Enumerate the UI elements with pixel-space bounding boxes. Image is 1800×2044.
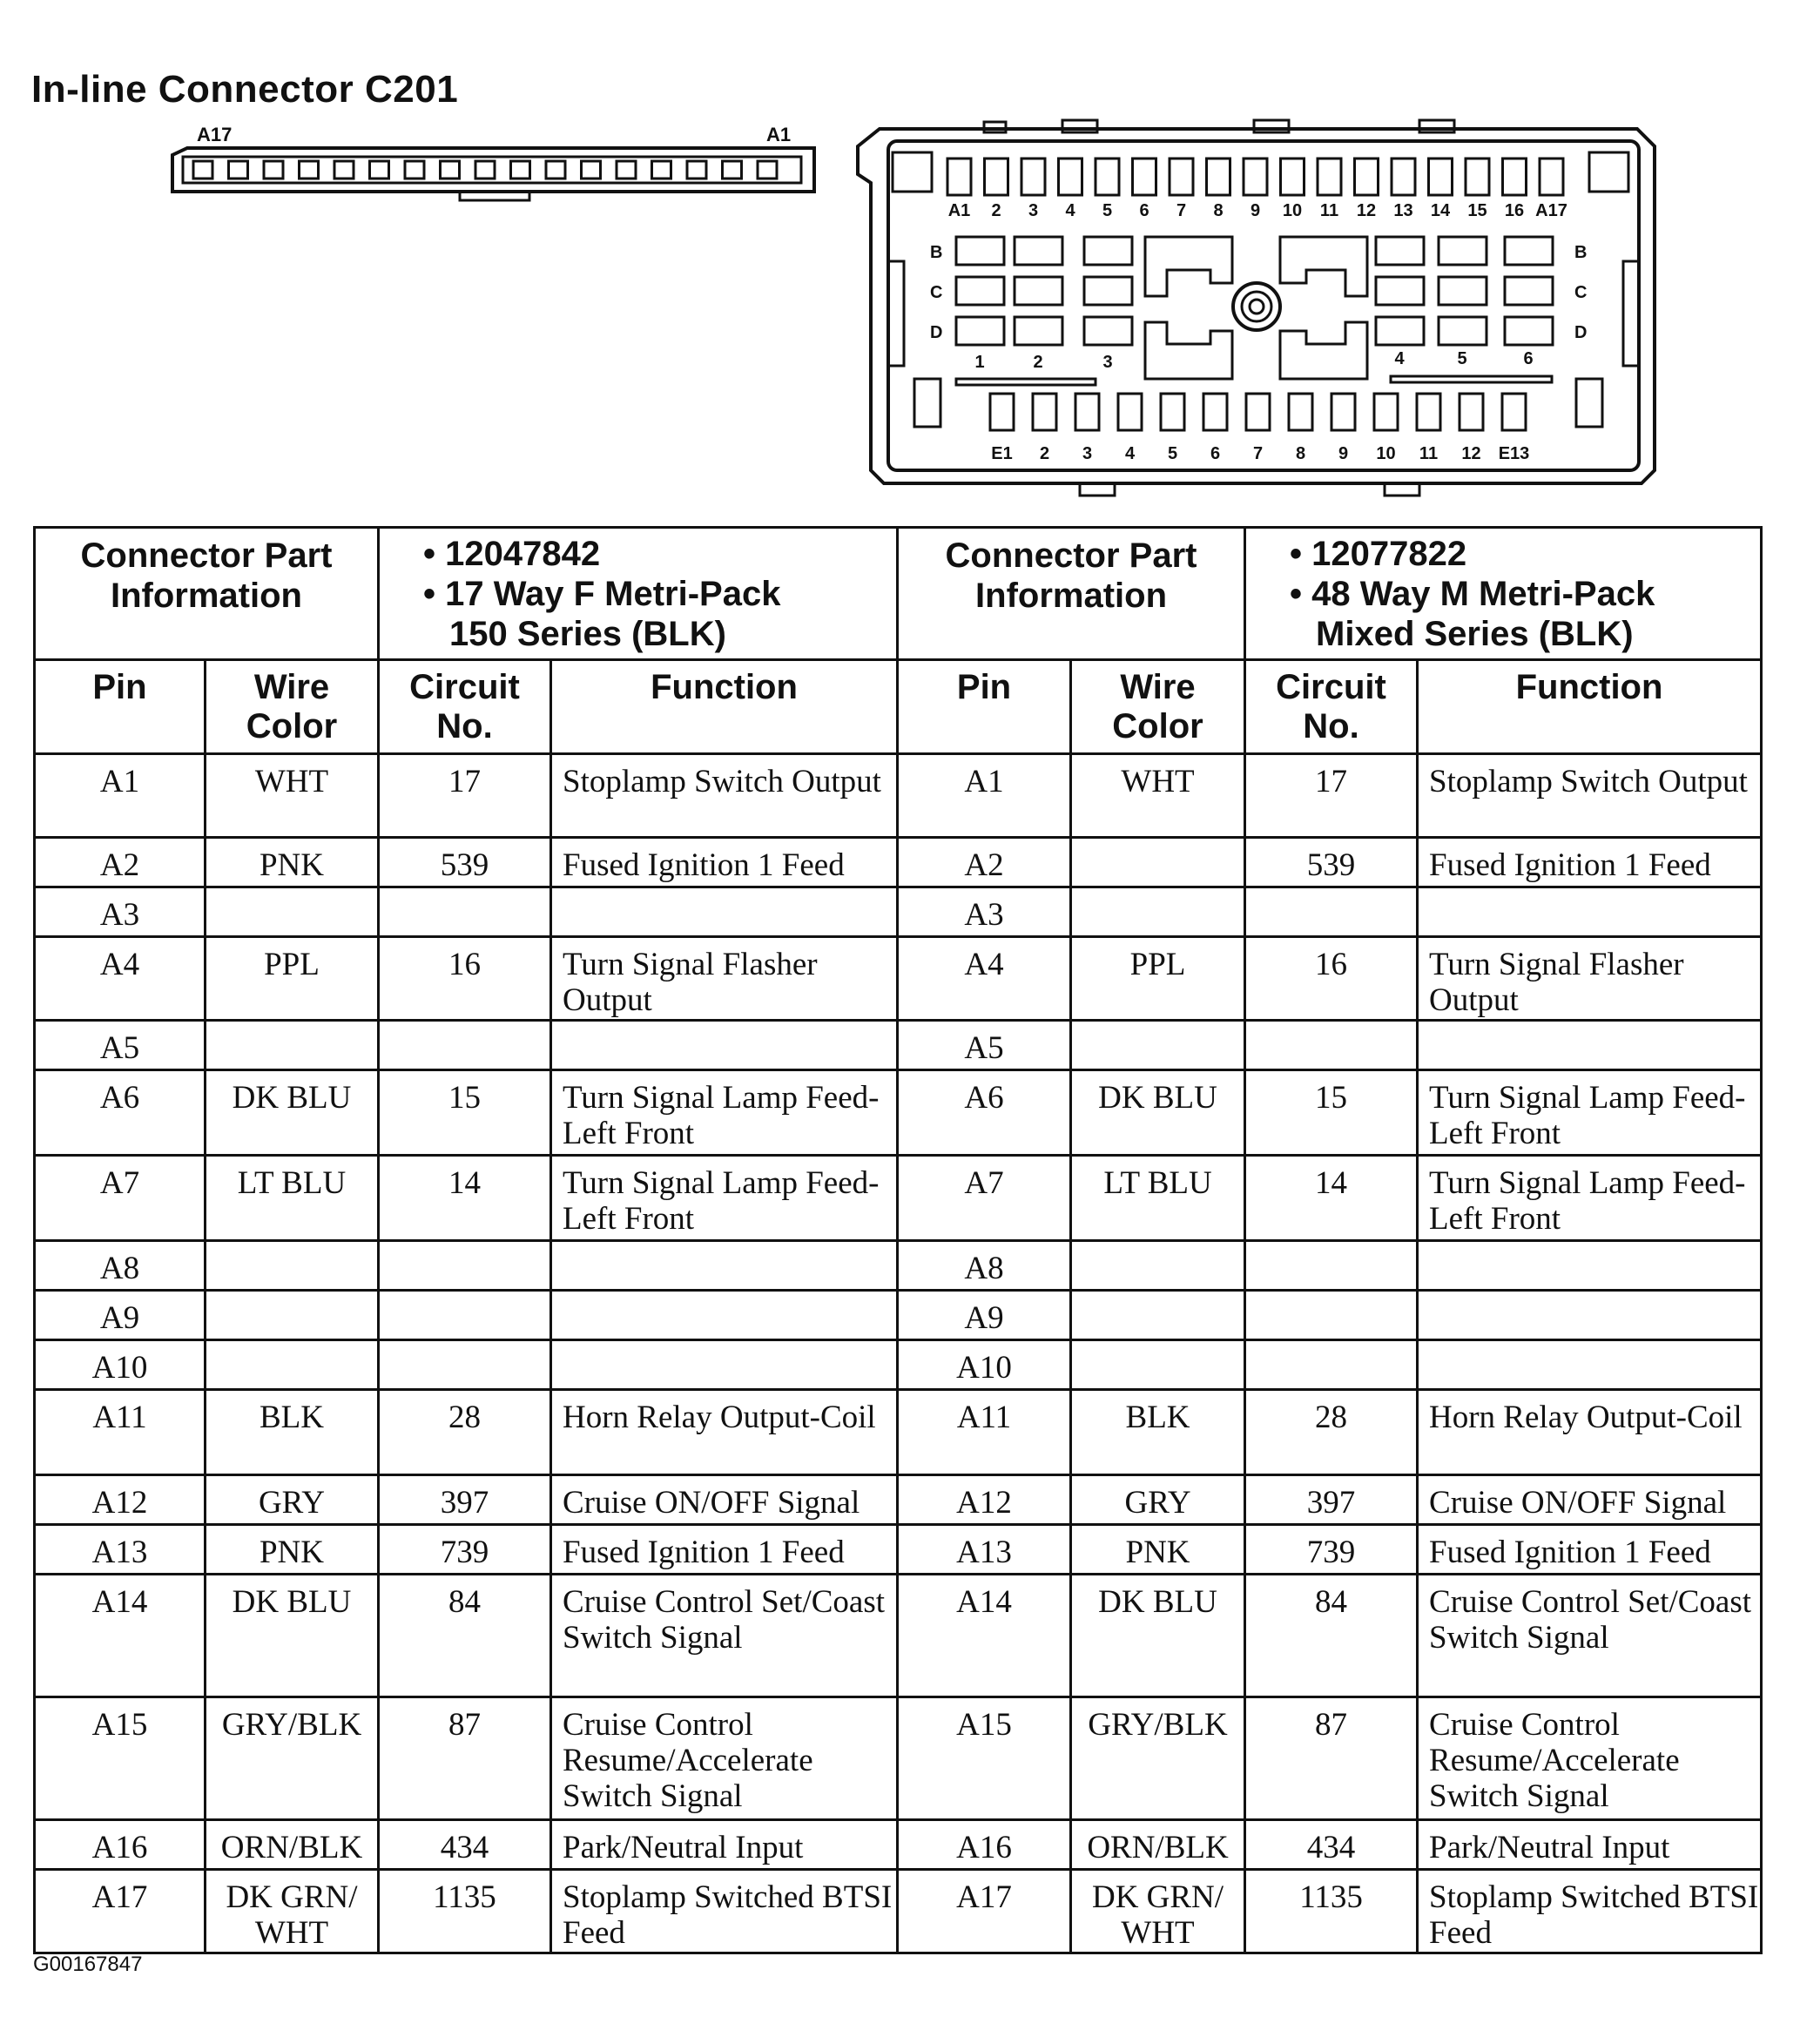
cell-pin: A16 [898, 1820, 1071, 1870]
cell-function: Park/Neutral Input [1418, 1820, 1762, 1870]
group-number: 1 [974, 353, 985, 372]
cell-pin: A3 [35, 887, 206, 937]
small-connector-pin [370, 161, 389, 179]
cell-function: Fused Ignition 1 Feed [1418, 1525, 1762, 1575]
cell-circuit-no: 15 [379, 1070, 551, 1156]
a-row-cavity [1021, 159, 1045, 195]
cell-pin: A16 [35, 1820, 206, 1870]
e-row-label: 4 [1124, 444, 1136, 463]
cell-wire-color [1071, 887, 1245, 937]
table-row [35, 1241, 1762, 1291]
cavity [1439, 237, 1487, 265]
part-info-label-right: Connector Part Information [898, 528, 1245, 660]
cell-circuit-no: 1135 [1245, 1870, 1418, 1953]
cell-wire-color: ORN/BLK [206, 1820, 379, 1870]
cell-function [1418, 1021, 1762, 1070]
a-row-cavity [1059, 159, 1082, 195]
cell-function: Park/Neutral Input [551, 1820, 898, 1870]
table-row [35, 1070, 1762, 1156]
cell-circuit-no [1245, 1291, 1418, 1340]
small-connector-pin [475, 161, 495, 179]
cell-function [1418, 887, 1762, 937]
a-row-cavity [1429, 159, 1453, 195]
cell-function: Turn Signal Flasher Output [1418, 937, 1762, 1021]
cell-circuit-no: 14 [379, 1156, 551, 1241]
table-row [35, 1021, 1762, 1070]
row-letter-right: D [1574, 323, 1588, 342]
small-connector-pin [723, 161, 742, 179]
small-connector-pin [264, 161, 283, 179]
cell-wire-color: DK BLU [206, 1070, 379, 1156]
part-number-left: • 12047842 [423, 535, 601, 573]
col-header-pin: Pin [898, 660, 1071, 754]
table-row [35, 937, 1762, 1021]
cell-circuit-no: 84 [379, 1575, 551, 1697]
cell-wire-color: DK BLU [1071, 1070, 1245, 1156]
cavity [1084, 277, 1132, 305]
cavity [1505, 317, 1553, 345]
cell-wire-color: WHT [206, 754, 379, 838]
cell-pin: A9 [35, 1291, 206, 1340]
cell-function: Turn Signal Lamp Feed-Left Front [1418, 1156, 1762, 1241]
a-row-label: 3 [1028, 201, 1039, 220]
table-row [35, 838, 1762, 887]
e-row-cavity [1118, 394, 1142, 430]
group-number: 5 [1457, 349, 1467, 368]
small-connector-pin [617, 161, 636, 179]
cell-circuit-no: 434 [1245, 1820, 1418, 1870]
a-row-label: 4 [1065, 201, 1075, 220]
cell-wire-color: DK GRN/ WHT [1071, 1870, 1245, 1953]
cell-wire-color: DK BLU [1071, 1575, 1245, 1697]
cell-pin: A4 [35, 937, 206, 1021]
cell-function: Cruise Control Set/Coast Switch Signal [551, 1575, 898, 1697]
cell-function: Fused Ignition 1 Feed [551, 1525, 898, 1575]
col-header-circuit-no: Circuit No. [379, 660, 551, 754]
a-row-cavity [1318, 159, 1341, 195]
cell-function [551, 1291, 898, 1340]
a-row-label: 10 [1282, 201, 1303, 220]
table-row [35, 1820, 1762, 1870]
table-row [35, 1390, 1762, 1475]
part-type-right: • 48 Way M Metri-Pack [1290, 575, 1655, 613]
small-connector-pin [193, 161, 212, 179]
e-row-cavity [1417, 394, 1440, 430]
a-row-cavity [1392, 159, 1415, 195]
table-row [35, 1475, 1762, 1525]
cavity [1084, 317, 1132, 345]
cell-function: Fused Ignition 1 Feed [551, 838, 898, 887]
a-row-label: 15 [1467, 201, 1487, 220]
col-header-function: Function [1418, 660, 1762, 754]
cell-wire-color [206, 1340, 379, 1390]
cell-pin: A17 [35, 1870, 206, 1953]
row-letter-right: C [1574, 283, 1588, 302]
cell-function [551, 1241, 898, 1291]
cavity [956, 317, 1004, 345]
group-number: 4 [1394, 349, 1405, 368]
cell-wire-color: WHT [1071, 754, 1245, 838]
cell-pin: A8 [35, 1241, 206, 1291]
cavity [1015, 237, 1062, 265]
cell-circuit-no: 28 [1245, 1390, 1418, 1475]
cell-wire-color [1071, 838, 1245, 887]
table-row [35, 1340, 1762, 1390]
cell-wire-color: GRY/BLK [1071, 1697, 1245, 1820]
cell-function [1418, 1291, 1762, 1340]
cavity [956, 277, 1004, 305]
a-row-label: 16 [1504, 201, 1525, 220]
cell-circuit-no: 16 [379, 937, 551, 1021]
cell-pin: A2 [35, 838, 206, 887]
a-row-cavity [1355, 159, 1379, 195]
row-letter-right: B [1574, 243, 1588, 262]
cell-wire-color: BLK [1071, 1390, 1245, 1475]
a-row-label: 9 [1250, 201, 1261, 220]
a-row-cavity [1244, 159, 1267, 195]
cell-function: Turn Signal Lamp Feed-Left Front [551, 1070, 898, 1156]
table-row [35, 754, 1762, 838]
a-row-cavity [1281, 159, 1304, 195]
figure-id: G00167847 [33, 1953, 143, 1976]
e-row-label: 11 [1419, 444, 1439, 463]
e-row-cavity [1161, 394, 1184, 430]
cell-circuit-no: 397 [1245, 1475, 1418, 1525]
row-letter-left: C [930, 283, 943, 302]
e-row-cavity [1033, 394, 1056, 430]
cavity [1376, 277, 1424, 305]
a-row-label: 14 [1430, 201, 1451, 220]
cell-pin: A4 [898, 937, 1071, 1021]
cell-circuit-no: 84 [1245, 1575, 1418, 1697]
small-connector-pin [229, 161, 248, 179]
a-row-cavity [1170, 159, 1193, 195]
inline-connector-small [172, 124, 814, 200]
cell-function: Horn Relay Output-Coil [1418, 1390, 1762, 1475]
cell-pin: A17 [898, 1870, 1071, 1953]
cell-circuit-no [1245, 1340, 1418, 1390]
col-header-wire-color: Wire Color [206, 660, 379, 754]
cell-function [551, 887, 898, 937]
cavity [1015, 317, 1062, 345]
cell-circuit-no: 16 [1245, 937, 1418, 1021]
connector-table [33, 526, 1763, 1954]
cell-pin: A7 [898, 1156, 1071, 1241]
e-row-label: 6 [1210, 444, 1221, 463]
e-row-label: 3 [1082, 444, 1093, 463]
cell-circuit-no: 397 [379, 1475, 551, 1525]
e-row-cavity [990, 394, 1014, 430]
table-row [35, 1291, 1762, 1340]
cell-pin: A5 [35, 1021, 206, 1070]
cavity [1084, 237, 1132, 265]
cell-pin: A13 [898, 1525, 1071, 1575]
a-row-label: 8 [1213, 201, 1224, 220]
cell-circuit-no [379, 887, 551, 937]
a-row-label: 2 [991, 201, 1001, 220]
cell-wire-color: GRY [1071, 1475, 1245, 1525]
cell-circuit-no: 17 [1245, 754, 1418, 838]
cell-wire-color [1071, 1021, 1245, 1070]
page-title: In-line Connector C201 [31, 68, 459, 111]
a-row-label: 13 [1393, 201, 1413, 220]
cell-wire-color: PPL [206, 937, 379, 1021]
part-type-left: • 17 Way F Metri-Pack [423, 575, 781, 613]
cell-circuit-no: 739 [1245, 1525, 1418, 1575]
cell-circuit-no: 87 [1245, 1697, 1418, 1820]
cell-circuit-no: 739 [379, 1525, 551, 1575]
a-row-cavity [985, 159, 1008, 195]
cavity [1376, 237, 1424, 265]
part-info-row [35, 528, 1762, 660]
cavity [1439, 317, 1487, 345]
cell-circuit-no [1245, 1021, 1418, 1070]
a-row-label: 11 [1319, 201, 1339, 220]
cell-pin: A1 [35, 754, 206, 838]
cell-wire-color: LT BLU [206, 1156, 379, 1241]
cell-circuit-no [379, 1340, 551, 1390]
cell-wire-color: ORN/BLK [1071, 1820, 1245, 1870]
cell-circuit-no [379, 1021, 551, 1070]
cell-circuit-no: 87 [379, 1697, 551, 1820]
a-row-cavity [1466, 159, 1489, 195]
cell-wire-color: DK BLU [206, 1575, 379, 1697]
cell-wire-color [206, 1021, 379, 1070]
cavity [1505, 237, 1553, 265]
cell-function: Cruise Control Resume/Accelerate Switch Signal [1418, 1697, 1762, 1820]
cell-pin: A14 [35, 1575, 206, 1697]
row-letter-left: D [930, 323, 943, 342]
cavity [1015, 277, 1062, 305]
cell-function: Turn Signal Flasher Output [551, 937, 898, 1021]
cell-wire-color: GRY [206, 1475, 379, 1525]
a-row-cavity [1096, 159, 1119, 195]
table-row [35, 1156, 1762, 1241]
cell-circuit-no: 28 [379, 1390, 551, 1475]
cell-pin: A11 [35, 1390, 206, 1475]
a-row-cavities [947, 159, 1567, 220]
part-series-right: Mixed Series (BLK) [1316, 615, 1634, 653]
cell-circuit-no: 539 [1245, 838, 1418, 887]
col-header-wire-color: Wire Color [1071, 660, 1245, 754]
cell-wire-color: PNK [1071, 1525, 1245, 1575]
e-row-cavity [1460, 394, 1483, 430]
cell-pin: A6 [35, 1070, 206, 1156]
cell-function: Cruise Control Resume/Accelerate Switch Signal [551, 1697, 898, 1820]
a-row-cavity [1207, 159, 1230, 195]
cell-circuit-no: 1135 [379, 1870, 551, 1953]
e-row-label: 5 [1167, 444, 1178, 463]
small-connector-pin [546, 161, 565, 179]
cell-function: Fused Ignition 1 Feed [1418, 838, 1762, 887]
cell-pin: A8 [898, 1241, 1071, 1291]
cell-function: Stoplamp Switched BTSI Feed [1418, 1870, 1762, 1953]
cell-wire-color: PNK [206, 1525, 379, 1575]
group-number: 2 [1033, 353, 1043, 372]
e-row-cavity [1374, 394, 1398, 430]
e-row-cavity [1502, 394, 1526, 430]
cell-function: Stoplamp Switch Output [551, 754, 898, 838]
cell-pin: A13 [35, 1525, 206, 1575]
col-header-circuit-no: Circuit No. [1245, 660, 1418, 754]
cell-function [551, 1340, 898, 1390]
col-header-function: Function [551, 660, 898, 754]
small-connector-left-label: A17 [197, 124, 233, 145]
a-row-cavity [1503, 159, 1527, 195]
part-info-left [379, 528, 898, 660]
cell-wire-color [206, 887, 379, 937]
cell-function: Turn Signal Lamp Feed-Left Front [551, 1156, 898, 1241]
cell-function [1418, 1241, 1762, 1291]
e-row-label: 12 [1461, 444, 1481, 463]
group-number: 3 [1102, 353, 1113, 372]
a-row-label: 6 [1139, 201, 1149, 220]
e-row-cavity [1075, 394, 1099, 430]
e-row-label: 7 [1252, 444, 1264, 463]
cell-wire-color: GRY/BLK [206, 1697, 379, 1820]
small-connector-pin [687, 161, 706, 179]
cell-circuit-no: 434 [379, 1820, 551, 1870]
cell-circuit-no: 17 [379, 754, 551, 838]
column-header-row [35, 660, 1762, 754]
cell-circuit-no [1245, 887, 1418, 937]
bcd-cavities [930, 237, 1587, 372]
e-row-cavities [990, 394, 1529, 463]
cell-circuit-no [379, 1241, 551, 1291]
cell-wire-color: LT BLU [1071, 1156, 1245, 1241]
cavity [1439, 277, 1487, 305]
cell-wire-color: DK GRN/ WHT [206, 1870, 379, 1953]
cell-wire-color: PPL [1071, 937, 1245, 1021]
cavity [956, 237, 1004, 265]
e-row-label: 10 [1376, 444, 1396, 463]
cell-pin: A7 [35, 1156, 206, 1241]
e-row-label: 2 [1039, 444, 1050, 463]
e-row-cavity [1331, 394, 1355, 430]
small-connector-pin [511, 161, 530, 179]
cell-pin: A1 [898, 754, 1071, 838]
cell-function: Stoplamp Switched BTSI Feed [551, 1870, 898, 1953]
table-row [35, 1525, 1762, 1575]
cell-function: Cruise Control Set/Coast Switch Signal [1418, 1575, 1762, 1697]
part-info-right [1245, 528, 1762, 660]
small-connector-pin [405, 161, 424, 179]
e-row-label: E1 [991, 444, 1013, 463]
cell-wire-color: BLK [206, 1390, 379, 1475]
cell-function: Horn Relay Output-Coil [551, 1390, 898, 1475]
cell-function [1418, 1340, 1762, 1390]
cell-pin: A6 [898, 1070, 1071, 1156]
a-row-label: 12 [1356, 201, 1377, 220]
cell-wire-color [206, 1291, 379, 1340]
cavity [1376, 317, 1424, 345]
table-row [35, 1575, 1762, 1697]
cell-wire-color [1071, 1241, 1245, 1291]
cell-circuit-no [379, 1291, 551, 1340]
table-row [35, 1870, 1762, 1953]
a-row-label: 5 [1102, 201, 1113, 220]
cell-pin: A15 [898, 1697, 1071, 1820]
cell-function: Cruise ON/OFF Signal [551, 1475, 898, 1525]
group-number: 6 [1523, 349, 1534, 368]
cavity [1505, 277, 1553, 305]
part-series-left: 150 Series (BLK) [449, 615, 726, 653]
cell-function [551, 1021, 898, 1070]
a-row-label: A17 [1535, 201, 1567, 220]
part-info-label-left: Connector Part Information [35, 528, 379, 660]
e-row-label: E13 [1498, 444, 1530, 463]
cell-wire-color [1071, 1291, 1245, 1340]
cell-wire-color [206, 1241, 379, 1291]
e-row-cavity [1289, 394, 1312, 430]
small-connector-pin [334, 161, 354, 179]
cell-function: Turn Signal Lamp Feed-Left Front [1418, 1070, 1762, 1156]
a-row-label: 7 [1176, 201, 1187, 220]
connector-drawings [0, 0, 1800, 523]
small-connector-pin [441, 161, 460, 179]
a-row-cavity [947, 159, 971, 195]
cell-pin: A12 [35, 1475, 206, 1525]
cell-pin: A11 [898, 1390, 1071, 1475]
cell-pin: A10 [35, 1340, 206, 1390]
small-connector-pin [652, 161, 671, 179]
row-letter-left: B [930, 243, 943, 262]
e-row-cavity [1246, 394, 1270, 430]
cell-pin: A3 [898, 887, 1071, 937]
part-number-right: • 12077822 [1290, 535, 1467, 573]
col-header-pin: Pin [35, 660, 206, 754]
cell-pin: A5 [898, 1021, 1071, 1070]
e-row-label: 8 [1295, 444, 1306, 463]
small-connector-pin [582, 161, 601, 179]
cell-pin: A12 [898, 1475, 1071, 1525]
e-row-cavity [1203, 394, 1227, 430]
inline-connector-large [858, 120, 1655, 496]
e-row-label: 9 [1338, 444, 1349, 463]
table-row [35, 1697, 1762, 1820]
cell-function: Stoplamp Switch Output [1418, 754, 1762, 838]
cell-wire-color [1071, 1340, 1245, 1390]
a-row-label: A1 [947, 201, 971, 220]
a-row-cavity [1133, 159, 1156, 195]
cell-circuit-no [1245, 1241, 1418, 1291]
cell-function: Cruise ON/OFF Signal [1418, 1475, 1762, 1525]
cell-pin: A2 [898, 838, 1071, 887]
small-connector-pin [300, 161, 319, 179]
cell-pin: A10 [898, 1340, 1071, 1390]
cell-pin: A15 [35, 1697, 206, 1820]
small-connector-pin [758, 161, 777, 179]
cell-wire-color: PNK [206, 838, 379, 887]
table-row [35, 887, 1762, 937]
small-connector-right-label: A1 [766, 124, 792, 145]
cell-pin: A14 [898, 1575, 1071, 1697]
a-row-cavity [1540, 159, 1563, 195]
cell-circuit-no: 539 [379, 838, 551, 887]
cell-pin: A9 [898, 1291, 1071, 1340]
cell-circuit-no: 14 [1245, 1156, 1418, 1241]
cell-circuit-no: 15 [1245, 1070, 1418, 1156]
